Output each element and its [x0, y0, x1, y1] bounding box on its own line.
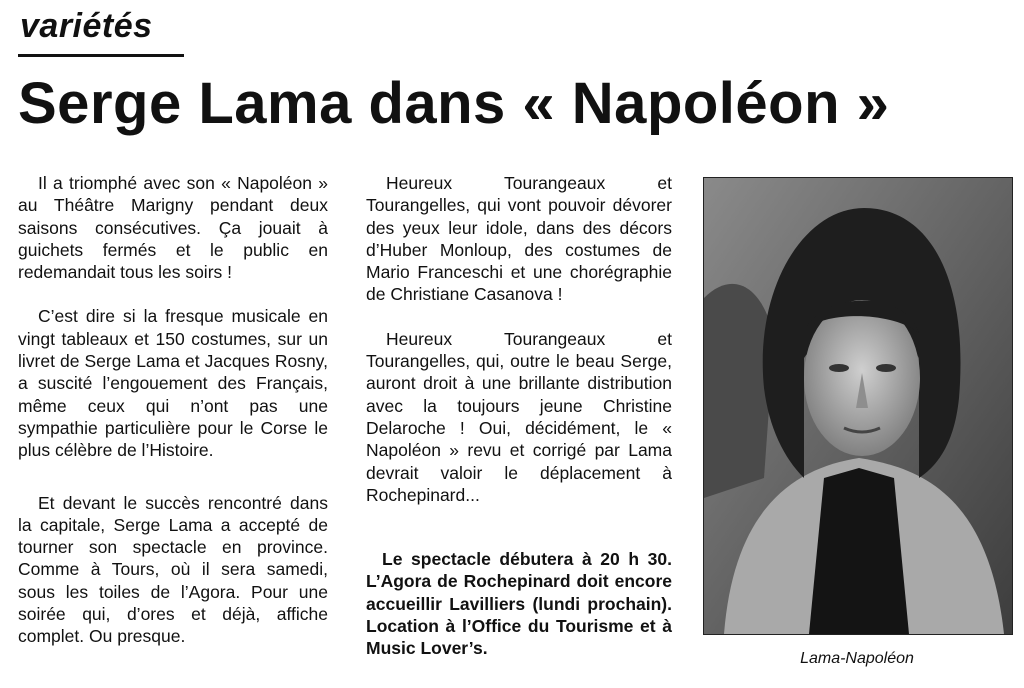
section-label: variétés	[20, 7, 153, 45]
photo-caption: Lama-Napoléon	[800, 650, 914, 667]
paragraph: Heureux Tourangeaux et Tourangelles, qui, outre le beau Serge, auront droit à une brillante distribution avec la toujours jeune Christine Delaroche ! Oui, décidément, le « Napoléon » revu et corrigé par Lama devrait valoir le déplacement à Rochepinard...	[366, 328, 672, 505]
paragraph: Et devant le succès rencontré dans la capitale, Serge Lama a accepté de tourner son spectacle en province. Comme à Tours, où il sera samedi, sous les toiles de l’Agora. Pour une soirée qui, d’ores et déjà, affiche complet. Ou presque.	[18, 492, 328, 647]
article-column-2	[366, 172, 672, 659]
paragraph: C’est dire si la fresque musicale en vingt tableaux et 150 costumes, sur un livret de Serge Lama et Jacques Rosny, a suscité l’engouement des Français, même ceux qui n’ont pas une sympathie particulière pour le Corse le plus célèbre de l’Histoire.	[18, 306, 328, 461]
paragraph: Il a triomphé avec son « Napoléon » au Théâtre Marigny pendant deux saisons consécutives. Ça jouait à guichets fermés et le public en redemandait tous les soirs !	[18, 173, 328, 283]
practical-info: Le spectacle débutera à 20 h 30. L’Agora de Rochepinard doit encore accueillir Lavilliers (lundi prochain). Location à l’Office du Tourisme et à Music Lover’s.	[366, 549, 672, 659]
portrait-photo	[703, 177, 1013, 635]
paragraph: Heureux Tourangeaux et Tourangelles, qui vont pouvoir dévorer des yeux leur idole, dans des décors d’Huber Monloup, des costumes de Mario Franceschi et une chorégraphie de Christiane Casanova !	[366, 173, 672, 305]
headline: Serge Lama dans « Napoléon »	[18, 71, 890, 136]
section-rule	[18, 54, 184, 57]
article-column-1	[18, 172, 328, 648]
